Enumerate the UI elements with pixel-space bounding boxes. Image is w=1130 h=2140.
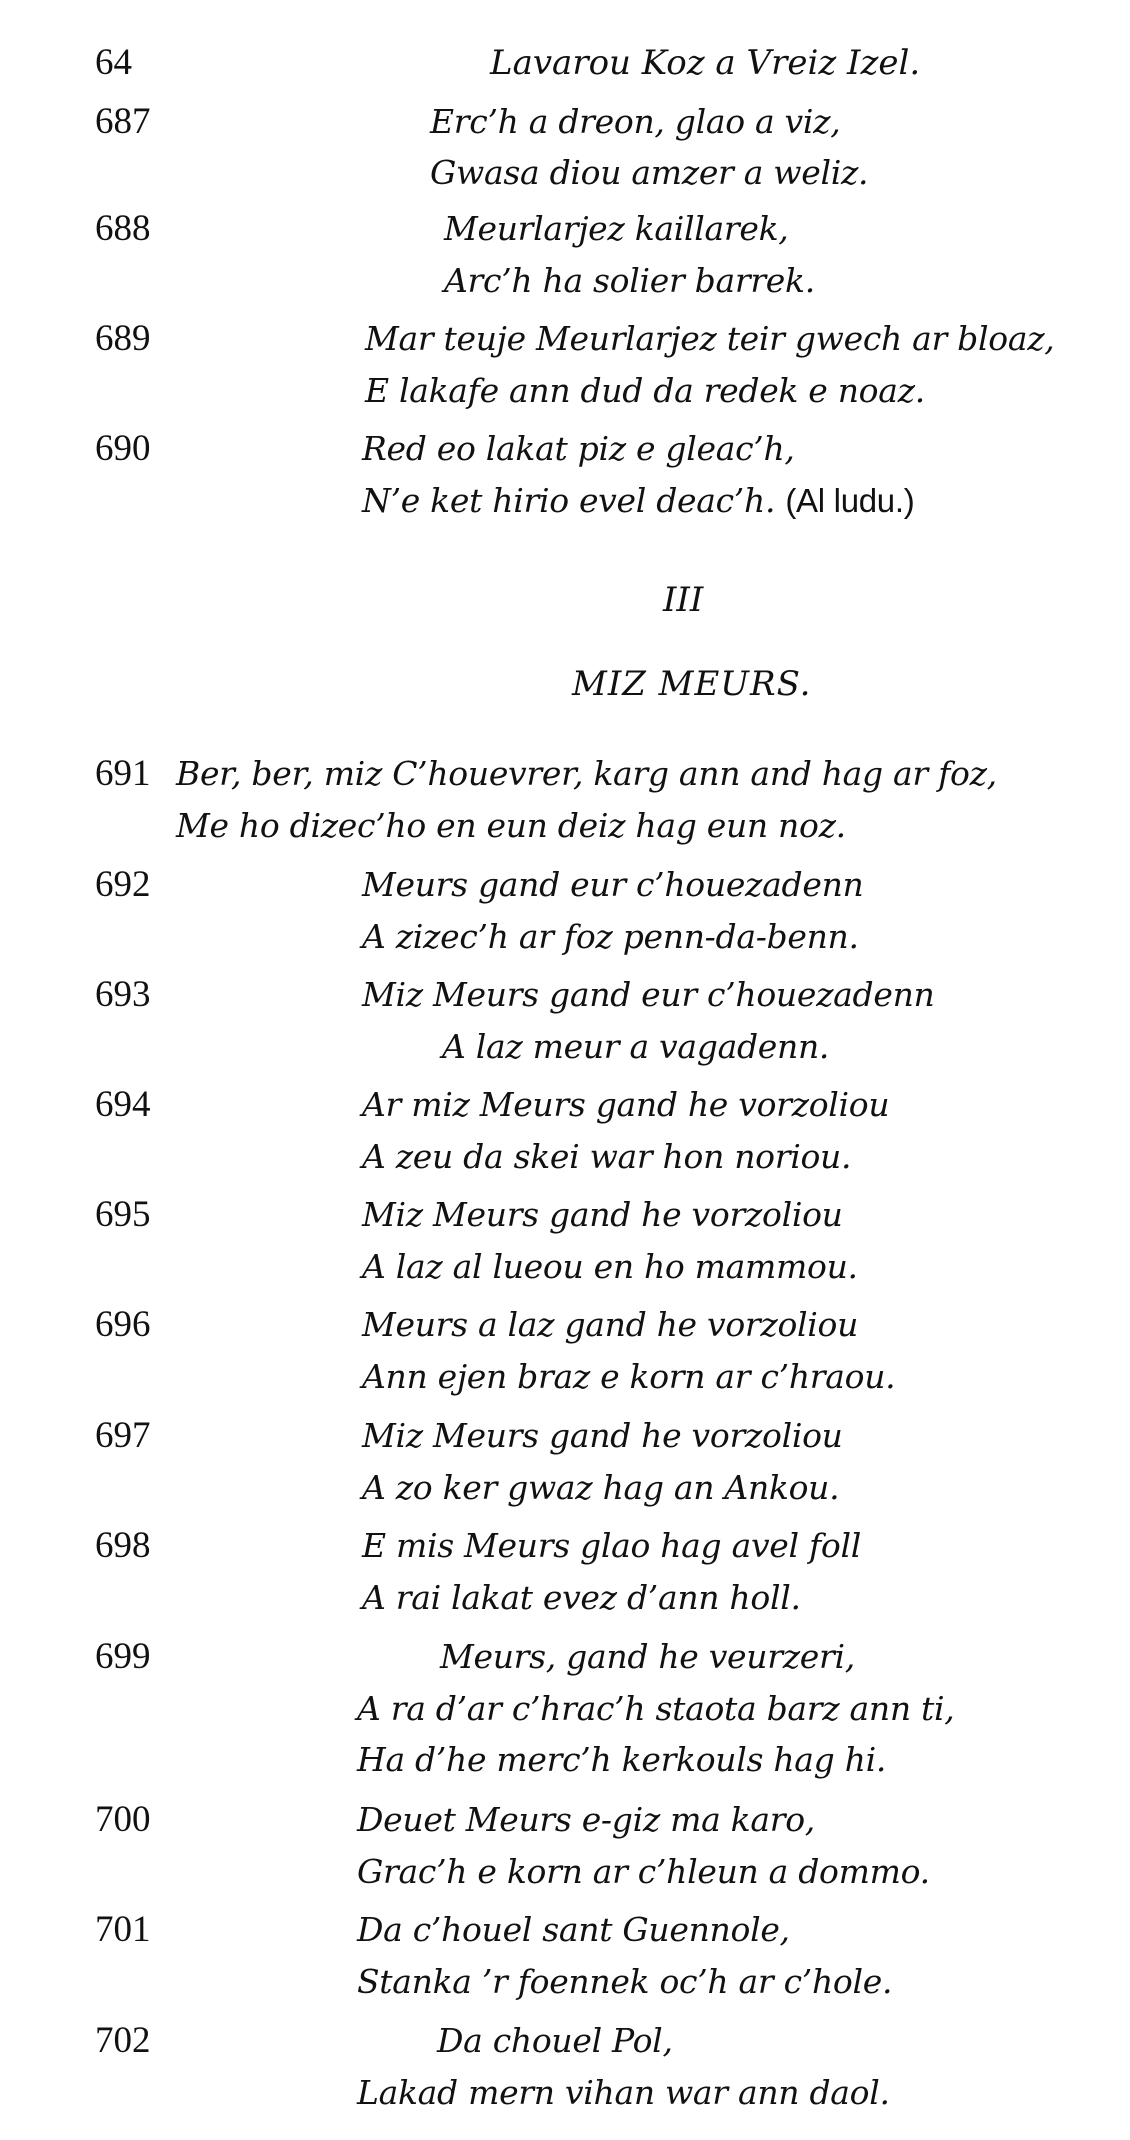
proverb-number: 695 — [95, 1194, 151, 1235]
proverb-number: 696 — [95, 1304, 151, 1345]
proverb-line: Ber, ber, miz C’houevrer, karg ann and hag ar foz, — [176, 754, 997, 793]
proverb-number: 691 — [95, 753, 151, 794]
proverb-line: Da c’houel sant Guennole, — [357, 1910, 790, 1949]
proverb-number: 701 — [95, 1909, 151, 1950]
proverb-line: Me ho dizec’ho en eun deiz hag eun noz. — [176, 806, 846, 845]
proverb-line: Meurlarjez kaillarek, — [444, 209, 789, 248]
proverb-line: Meurs, gand he veurzeri, — [440, 1637, 855, 1676]
proverb-line: Meurs a laz gand he vorzoliou — [362, 1305, 859, 1344]
proverb-line: Miz Meurs gand eur c’houezadenn — [362, 975, 935, 1014]
proverb-line: Gwasa diou amzer a weliz. — [430, 153, 869, 192]
proverb-line: A zo ker gwaz hag an Ankou. — [362, 1468, 840, 1507]
proverb-line: E mis Meurs glao hag avel foll — [362, 1526, 861, 1565]
proverb-number: 687 — [95, 101, 151, 142]
proverb-line: A ra d’ar c’hrac’h staota barz ann ti, — [357, 1689, 955, 1728]
proverb-line: Miz Meurs gand he vorzoliou — [362, 1195, 843, 1234]
page-number: 64 — [95, 42, 132, 83]
proverb-note: (Al ludu.) — [785, 482, 915, 519]
section-roman-numeral: III — [663, 580, 704, 620]
proverb-number: 700 — [95, 1799, 151, 1840]
proverb-line: Lakad mern vihan war ann daol. — [357, 2073, 890, 2112]
proverb-line: Erc’h a dreon, glao a viz, — [430, 102, 841, 141]
proverb-line-text: N’e ket hirio evel deac’h. — [362, 481, 776, 520]
proverb-line: Mar teuje Meurlarjez teir gwech ar bloaz, — [365, 319, 1055, 358]
proverb-line: Deuet Meurs e-giz ma karo, — [357, 1800, 815, 1839]
proverb-number: 697 — [95, 1415, 151, 1456]
proverb-line: Miz Meurs gand he vorzoliou — [362, 1416, 843, 1455]
proverb-number: 698 — [95, 1525, 151, 1566]
running-title: Lavarou Koz a Vreiz Izel. — [490, 43, 921, 83]
proverb-number: 693 — [95, 974, 151, 1015]
proverb-line: A zeu da skei war hon noriou. — [362, 1137, 852, 1176]
proverb-number: 688 — [95, 208, 151, 249]
proverb-line: A laz al lueou en ho mammou. — [362, 1247, 858, 1286]
proverb-number: 689 — [95, 318, 151, 359]
proverb-line: A rai lakat evez d’ann holl. — [362, 1578, 801, 1617]
proverb-line: Stanka ’r foennek oc’h ar c’hole. — [357, 1962, 893, 2001]
proverb-line: Arc’h ha solier barrek. — [444, 261, 815, 300]
proverb-line: Da chouel Pol, — [437, 2021, 673, 2060]
proverb-line: A zizec’h ar foz penn-da-benn. — [362, 917, 859, 956]
proverb-line: Ar miz Meurs gand he vorzoliou — [362, 1085, 890, 1124]
proverb-line: A laz meur a vagadenn. — [442, 1027, 830, 1066]
proverb-number: 694 — [95, 1084, 151, 1125]
proverb-line: Meurs gand eur c’houezadenn — [362, 865, 864, 904]
proverb-number: 702 — [95, 2020, 151, 2061]
proverb-number: 690 — [95, 428, 151, 469]
proverb-line — [362, 474, 914, 528]
proverb-line: E lakafe ann dud da redek e noaz. — [365, 371, 925, 410]
proverb-line: Ha d’he merc’h kerkouls hag hi. — [357, 1740, 887, 1779]
proverb-line: Ann ejen braz e korn ar c’hraou. — [362, 1357, 896, 1396]
proverb-number: 692 — [95, 864, 151, 905]
section-title: MIZ MEURS. — [572, 664, 812, 704]
proverb-line: Grac’h e korn ar c’hleun a dommo. — [357, 1852, 930, 1891]
proverb-number: 699 — [95, 1636, 151, 1677]
proverb-line: Red eo lakat piz e gleac’h, — [362, 429, 795, 468]
